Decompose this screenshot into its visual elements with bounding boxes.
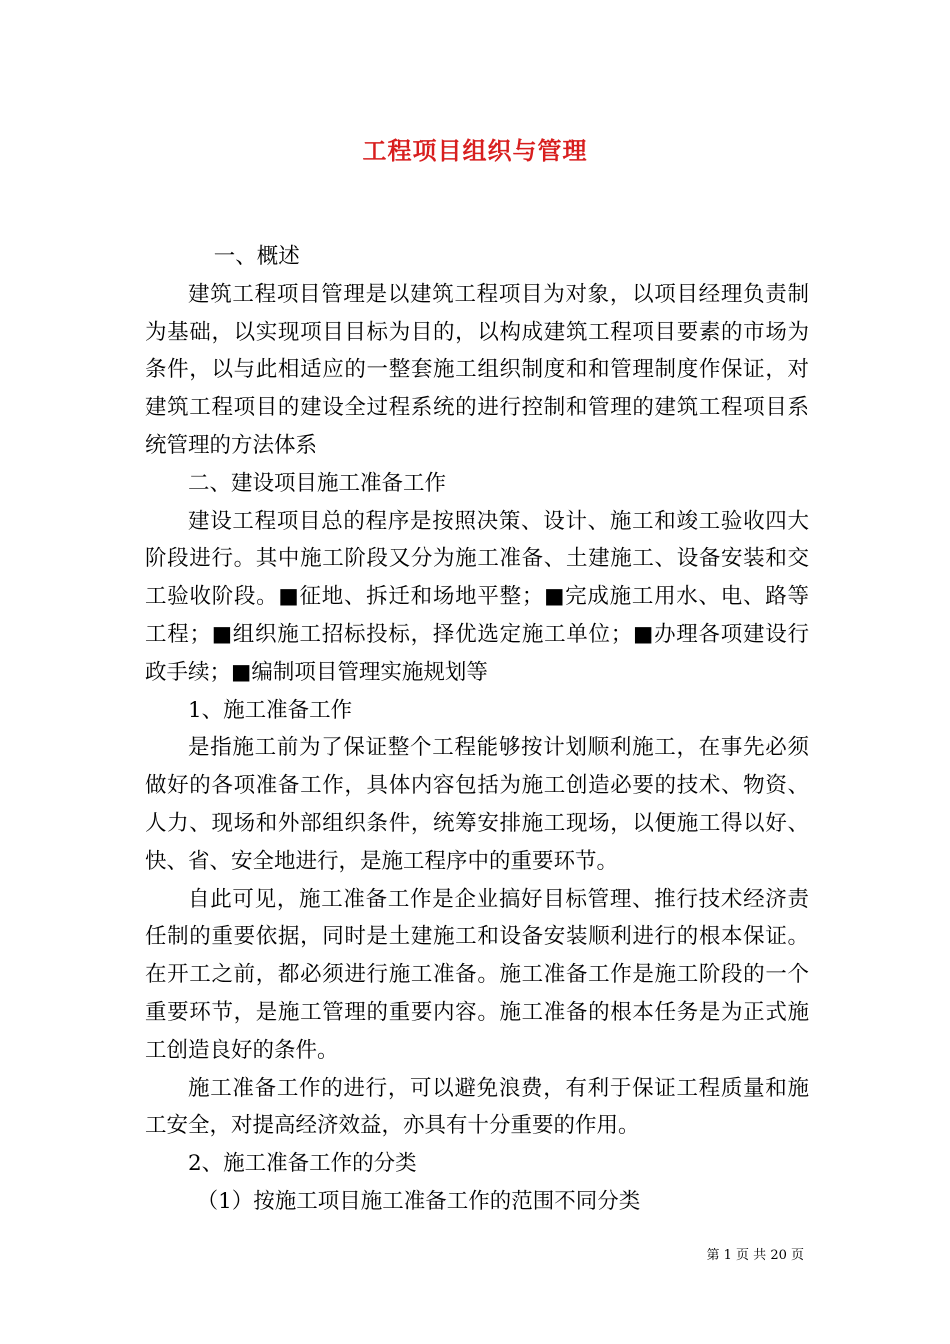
paragraph-procedure: 建设工程项目总的程序是按照决策、设计、施工和竣工验收四大阶段进行。其中施工阶段又分为施工准备、土建施工、设备安装和交工验收阶段。■征地、拆迁和场地平整；■完成施工用水、电、路等工程；■组织施工招标投标，择优选定施工单位；■办理各项建设行政手续；■编制项目管理实施规划等 <box>145 508 809 685</box>
subheading-preparation-work: 1、施工准备工作 <box>188 697 353 723</box>
page-number-footer: 第 1 页 共 20 页 <box>706 1248 804 1263</box>
section-heading-overview: 一、概述 <box>213 244 300 269</box>
subheading-scope-classification: （1）按施工项目施工准备工作的范围不同分类 <box>196 1188 641 1214</box>
document-title: 工程项目组织与管理 <box>362 136 588 165</box>
paragraph-overview: 建筑工程项目管理是以建筑工程项目为对象，以项目经理负责制为基础，以实现项目目标为目的，以构成建筑工程项目要素的市场为条件，以与此相适应的一整套施工组织制度和和管理制度作保证，对建筑工程项目的建设全过程系统的进行控制和管理的建筑工程项目系统管理的方法体系 <box>145 281 809 458</box>
section-heading-preparation: 二、建设项目施工准备工作 <box>188 470 447 496</box>
document-body <box>145 238 809 1221</box>
paragraph-definition: 是指施工前为了保证整个工程能够按计划顺利施工，在事先必须做好的各项准备工作，具体内容包括为施工创造必要的技术、物资、人力、现场和外部组织条件，统筹安排施工现场，以便施工得以好、快、省、安全地进行，是施工程序中的重要环节。 <box>145 735 809 874</box>
paragraph-benefits: 施工准备工作的进行，可以避免浪费，有利于保证工程质量和施工安全，对提高经济效益，亦具有十分重要的作用。 <box>145 1075 809 1139</box>
subheading-classification: 2、施工准备工作的分类 <box>188 1151 417 1177</box>
paragraph-importance: 自此可见，施工准备工作是企业搞好目标管理、推行技术经济责任制的重要依据，同时是土建施工和设备安装顺利进行的根本保证。在开工之前，都必须进行施工准备。施工准备工作是施工阶段的一个重要环节，是施工管理的重要内容。施工准备的根本任务是为正式施工创造良好的条件。 <box>145 886 809 1063</box>
